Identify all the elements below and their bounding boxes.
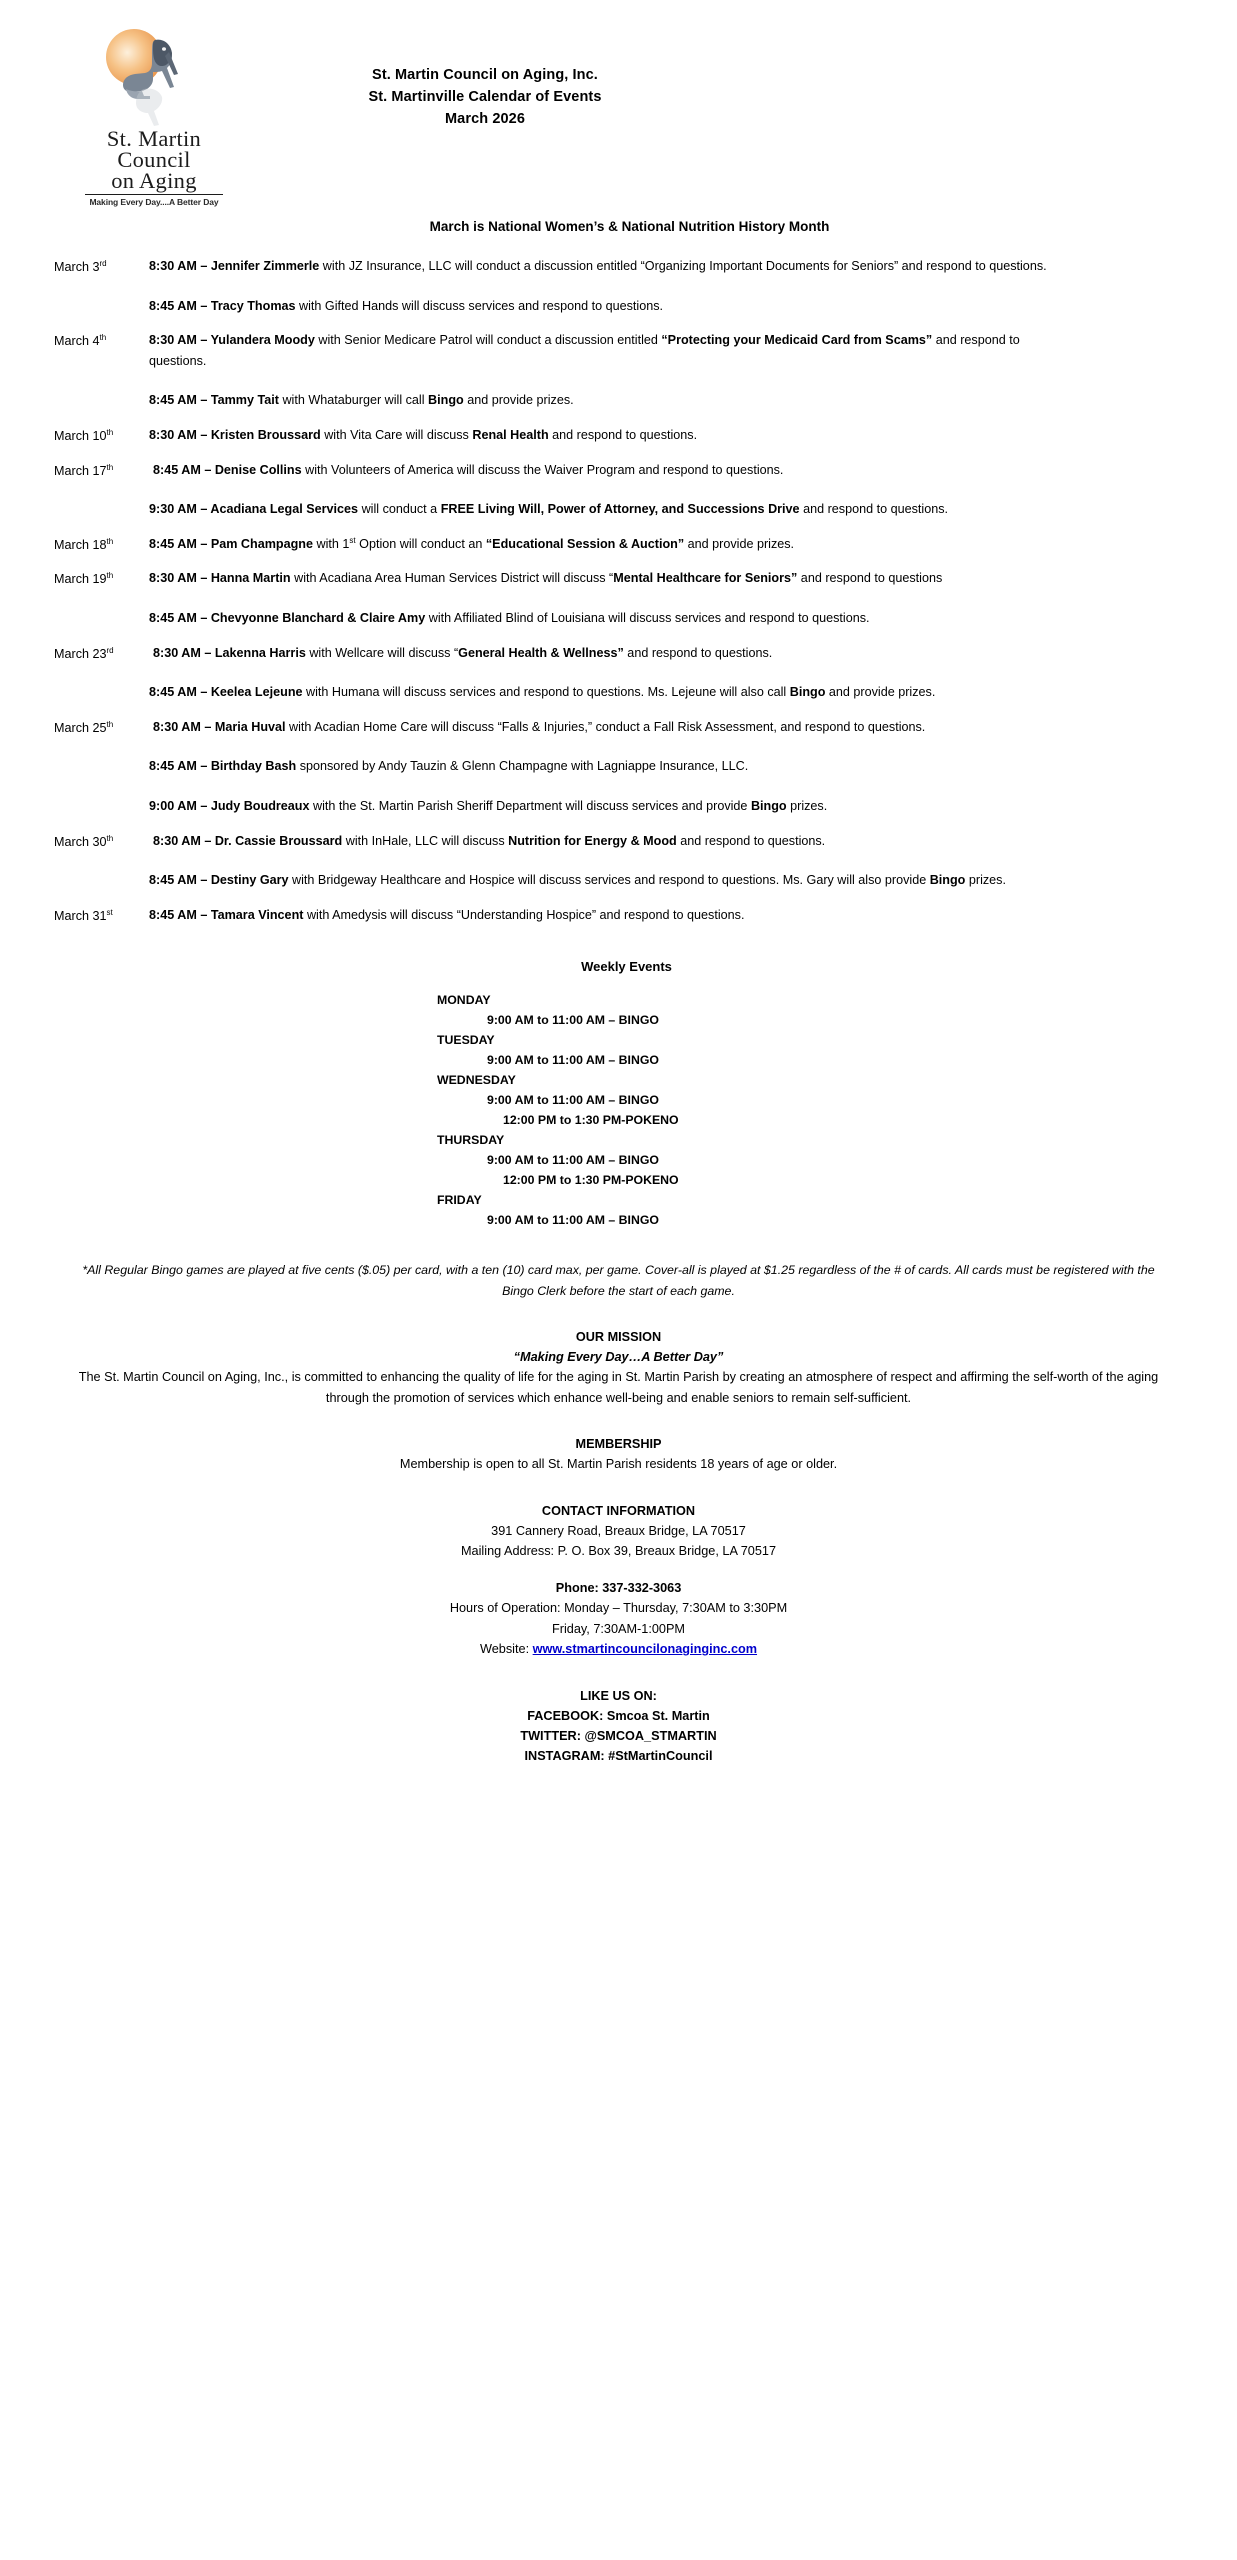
organization-logo (74, 25, 234, 207)
event-item-group (144, 534, 1177, 563)
logo-wordmark-line-1: St. Martin (106, 126, 202, 151)
website-link[interactable]: www.stmartincouncilonaginginc.com (532, 1642, 758, 1657)
event-item: 8:30 AM – Maria Huval with Acadian Home Care will discuss “Falls & Injuries,” conduct a Fall Risk Assessment, and respond to questions. (153, 719, 926, 734)
weekly-day-label: TUESDAY (437, 1033, 495, 1048)
membership-body: Membership is open to all St. Martin Parish residents 18 years of age or older. (399, 1457, 838, 1472)
logo-wordmark-line-2: Council (117, 147, 191, 172)
social-facebook: FACEBOOK: Smcoa St. Martin (527, 1708, 710, 1723)
date-ordinal-suffix: th (106, 427, 114, 437)
date-ordinal-suffix: st (106, 907, 113, 917)
social-twitter: TWITTER: @SMCOA_STMARTIN (520, 1728, 717, 1743)
social-section (0, 1686, 1237, 1766)
document-header (0, 0, 1237, 215)
event-date: March 18th (54, 536, 114, 552)
event-item-group (144, 460, 1177, 528)
event-date: March 19th (54, 571, 114, 587)
event-date: March 17th (54, 462, 114, 478)
date-ordinal-suffix: th (106, 833, 114, 843)
event-item: 8:45 AM – Tracy Thomas with Gifted Hands will discuss services and respond to questions. (149, 298, 664, 313)
weekly-day-label: THURSDAY (437, 1133, 505, 1148)
event-item: 8:30 AM – Lakenna Harris with Wellcare will discuss “General Health & Wellness” and respond to questions. (153, 645, 773, 660)
event-row (54, 717, 1177, 825)
event-row (54, 460, 1177, 528)
event-item-group (144, 717, 1177, 825)
social-heading: LIKE US ON: (580, 1688, 657, 1703)
event-item: 9:30 AM – Acadiana Legal Services will conduct a FREE Living Will, Power of Attorney, and Successions Drive and respond to questions. (149, 502, 949, 517)
event-row (54, 256, 1177, 324)
page-title (255, 64, 715, 130)
month-observance-banner: March is National Women’s & National Nutrition History Month (429, 219, 830, 234)
event-item: 8:30 AM – Jennifer Zimmerle with JZ Insurance, LLC will conduct a discussion entitled “Organizing Important Documents for Seniors” and respond to questions. (149, 259, 1047, 273)
contact-hours-weekday: Hours of Operation: Monday – Thursday, 7:30AM to 3:30PM (449, 1601, 788, 1616)
mission-body: The St. Martin Council on Aging, Inc., is committed to enhancing the quality of life for the aging in St. Martin Parish by creating an atmosphere of respect and affirming the self-worth of the aging through the promotion of services which enhance well-being and enable seniors to remain self-sufficient. (78, 1370, 1159, 1405)
event-item-group (144, 643, 1177, 711)
weekly-time-slot: 9:00 AM to 11:00 AM – BINGO (487, 1013, 659, 1028)
event-date: March 25th (54, 719, 114, 735)
title-month: March 2026 (445, 111, 525, 127)
logo-divider (85, 194, 223, 195)
weekly-time-slot: 9:00 AM to 11:00 AM – BINGO (487, 1213, 659, 1228)
event-row (54, 643, 1177, 711)
event-item: 8:45 AM – Keelea Lejeune with Humana will discuss services and respond to questions. Ms. Lejeune will also call Bingo and provide prizes. (149, 685, 936, 700)
event-row (54, 330, 1177, 419)
event-row (54, 831, 1177, 899)
weekly-events-section (0, 990, 1237, 1230)
event-date: March 30th (54, 833, 114, 849)
logo-tagline: Making Every Day....A Better Day (89, 197, 219, 207)
bingo-rules-note: *All Regular Bingo games are played at five cents ($.05) per card, with a ten (10) card max, per game. Cover-all is played at $1.25 regardless of the # of cards. All cards must be registered with the Bingo Clerk before the start of each game. (82, 1263, 1155, 1298)
event-item: 8:30 AM – Kristen Broussard with Vita Care will discuss Renal Health and respond to questions. (149, 427, 698, 442)
contact-mailing-address: Mailing Address: P. O. Box 39, Breaux Bridge, LA 70517 (460, 1544, 777, 1559)
event-item: 8:30 AM – Hanna Martin with Acadiana Area Human Services District will discuss “Mental Healthcare for Seniors” and respond to questions (149, 571, 943, 586)
event-row (54, 534, 1177, 563)
contact-heading: CONTACT INFORMATION (541, 1503, 696, 1518)
title-organization: St. Martin Council on Aging, Inc. (372, 67, 598, 83)
weekly-time-slot: 9:00 AM to 11:00 AM – BINGO (487, 1053, 659, 1068)
logo-wordmark-line-3: on Aging (111, 168, 197, 193)
event-item-group (144, 831, 1177, 899)
mission-slogan: “Making Every Day…A Better Day” (513, 1350, 724, 1365)
membership-section (0, 1434, 1237, 1475)
event-item: 8:45 AM – Tammy Tait with Whataburger will call Bingo and provide prizes. (149, 393, 574, 408)
event-item-group (144, 905, 1177, 934)
weekly-day-label: FRIDAY (437, 1193, 482, 1208)
weekly-time-slot: 9:00 AM to 11:00 AM – BINGO (487, 1093, 659, 1108)
event-item: 8:45 AM – Pam Champagne with 1st Option will conduct an “Educational Session & Auction” and provide prizes. (149, 535, 795, 551)
contact-hours-friday: Friday, 7:30AM-1:00PM (551, 1621, 686, 1636)
weekly-day-label: MONDAY (437, 993, 491, 1008)
event-row (54, 568, 1177, 636)
event-date: March 4th (54, 333, 107, 349)
events-list (0, 256, 1237, 933)
event-date: March 23rd (54, 645, 114, 661)
contact-website-row (0, 1639, 1237, 1660)
logo-reflection (126, 87, 182, 129)
event-item: 8:30 AM – Dr. Cassie Broussard with InHale, LLC will discuss Nutrition for Energy & Mood and respond to questions. (153, 833, 826, 848)
event-date: March 10th (54, 427, 114, 443)
mission-heading: OUR MISSION (575, 1330, 662, 1345)
date-ordinal-suffix: th (106, 462, 114, 472)
event-item-group (144, 330, 1177, 419)
weekly-day-label: WEDNESDAY (437, 1073, 516, 1088)
logo-artwork (74, 25, 234, 130)
event-item-group (144, 568, 1177, 636)
event-item: 8:45 AM – Chevyonne Blanchard & Claire Amy with Affiliated Blind of Louisiana will discuss services and respond to questions. (149, 610, 870, 625)
event-item-group (144, 425, 1177, 454)
date-ordinal-suffix: th (106, 719, 114, 729)
weekly-time-slot: 12:00 PM to 1:30 PM-POKENO (503, 1173, 679, 1188)
title-subtitle: St. Martinville Calendar of Events (368, 89, 602, 105)
social-instagram: INSTAGRAM: #StMartinCouncil (524, 1748, 713, 1763)
event-row (54, 905, 1177, 934)
weekly-time-slot: 12:00 PM to 1:30 PM-POKENO (503, 1113, 679, 1128)
contact-address: 391 Cannery Road, Breaux Bridge, LA 70517 (491, 1523, 746, 1538)
membership-heading: MEMBERSHIP (575, 1437, 662, 1452)
date-ordinal-suffix: th (106, 571, 114, 581)
date-ordinal-suffix: th (99, 333, 107, 342)
weekly-time-slot: 9:00 AM to 11:00 AM – BINGO (487, 1153, 659, 1168)
event-date: March 3rd (54, 258, 107, 274)
weekly-events-heading: Weekly Events (581, 959, 672, 975)
logo-wordmark (74, 128, 234, 191)
event-item: 9:00 AM – Judy Boudreaux with the St. Martin Parish Sheriff Department will discuss services and provide Bingo prizes. (149, 798, 828, 813)
contact-section (0, 1501, 1237, 1660)
mission-section (0, 1327, 1237, 1408)
event-item: 8:45 AM – Destiny Gary with Bridgeway Healthcare and Hospice will discuss services and respond to questions. Ms. Gary will also provide Bingo prizes. (149, 873, 1006, 888)
date-ordinal-suffix: th (106, 536, 114, 546)
event-item: 8:30 AM – Yulandera Moody with Senior Medicare Patrol will conduct a discussion entitled “Protecting your Medicaid Card from Scams” and respond to questions. (149, 333, 1020, 368)
contact-phone: Phone: 337-332-3063 (555, 1580, 682, 1595)
date-ordinal-suffix: rd (106, 645, 114, 655)
event-item: 8:45 AM – Tamara Vincent with Amedysis will discuss “Understanding Hospice” and respond to questions. (149, 907, 745, 922)
weekly-schedule (437, 990, 797, 1230)
event-item: 8:45 AM – Denise Collins with Volunteers of America will discuss the Waiver Program and respond to questions. (153, 462, 784, 477)
date-ordinal-suffix: rd (99, 258, 107, 268)
event-item: 8:45 AM – Birthday Bash sponsored by Andy Tauzin & Glenn Champagne with Lagniappe Insurance, LLC. (149, 759, 749, 774)
event-date: March 31st (54, 907, 113, 923)
event-item-group (144, 256, 1177, 324)
event-row (54, 425, 1177, 454)
website-label: Website: (479, 1642, 533, 1657)
